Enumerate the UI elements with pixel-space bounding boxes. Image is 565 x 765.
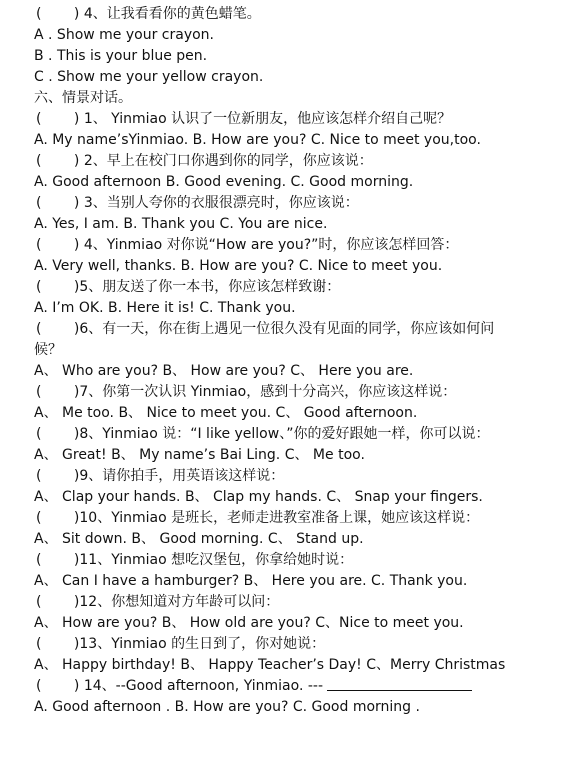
question-line: ( ) 4、让我看看你的黄色蜡笔。 [36, 6, 261, 22]
option-line: A、 Sit down. B、 Good morning. C、 Stand up. [34, 531, 364, 547]
option-line: B . This is your blue pen. [34, 48, 208, 64]
question-line: ( ) 3、当别人夸你的衣服很漂亮时，你应该说： [36, 195, 359, 211]
option-line: A、 Me too. B、 Nice to meet you. C、 Good afternoon. [34, 405, 418, 421]
question-line: ( )7、你第一次认识 Yinmiao，感到十分高兴，你应该这样说： [36, 384, 457, 400]
question-line: ( )12、你想知道对方年龄可以问： [36, 594, 280, 610]
answer-blank[interactable] [327, 676, 472, 691]
question-line: ( )9、请你拍手，用英语该这样说： [36, 468, 285, 484]
option-line: A、 How are you? B、 How old are you? C、Nice to meet you. [34, 615, 464, 631]
option-line: A、 Who are you? B、 How are you? C、 Here you are. [34, 363, 414, 379]
section-heading: 六、情景对话。 [34, 90, 132, 106]
option-line: A . Show me your crayon. [34, 27, 214, 43]
question-line: ( )11、Yinmiao 想吃汉堡包，你拿给她时说： [36, 552, 354, 568]
option-line: A. Good afternoon . B. How are you? C. Good morning . [34, 699, 420, 715]
option-line: A、 Happy birthday! B、 Happy Teacher’s Day! C、Merry Christmas [34, 657, 506, 673]
option-line: A. I’m OK. B. Here it is! C. Thank you. [34, 300, 296, 316]
option-line: A. Very well, thanks. B. How are you? C. Nice to meet you. [34, 258, 443, 274]
option-line: A. Yes, I am. B. Thank you C. You are nice. [34, 216, 328, 232]
question-line: ( ) 4、Yinmiao 对你说“How are you?”时，你应该怎样回答： [36, 237, 459, 253]
question-line: ( )10、Yinmiao 是班长，老师走进教室准备上课，她应该这样说： [36, 510, 480, 526]
option-line: A、 Can I have a hamburger? B、 Here you are. C. Thank you. [34, 573, 468, 589]
option-line: C . Show me your yellow crayon. [34, 69, 264, 85]
option-line: A. My name’sYinmiao. B. How are you? C. Nice to meet you,too. [34, 132, 481, 148]
question-line [0, 676, 565, 697]
question-line: ( ) 1、 Yinmiao 认识了一位新朋友，他应该怎样介绍自己呢？ [36, 111, 452, 127]
option-line: A. Good afternoon B. Good evening. C. Good morning. [34, 174, 414, 190]
question-text: ( ) 14、--Good afternoon, Yinmiao. --- [36, 678, 324, 694]
option-line: A、 Great! B、 My name’s Bai Ling. C、 Me too. [34, 447, 365, 463]
question-line: ( ) 2、早上在校门口你遇到你的同学，你应该说： [36, 153, 373, 169]
option-line: A、 Clap your hands. B、 Clap my hands. C、 Snap your fingers. [34, 489, 483, 505]
question-line: ( )13、Yinmiao 的生日到了，你对她说： [36, 636, 326, 652]
question-continuation: 候？ [34, 342, 62, 358]
question-line: ( )6、有一天，你在街上遇见一位很久没有见面的同学，你应该如何问 [36, 321, 495, 337]
question-line: ( )5、朋友送了你一本书，你应该怎样致谢： [36, 279, 341, 295]
question-line: ( )8、Yinmiao 说：“I like yellow、”你的爱好跟她一样，你可以说： [36, 426, 490, 442]
